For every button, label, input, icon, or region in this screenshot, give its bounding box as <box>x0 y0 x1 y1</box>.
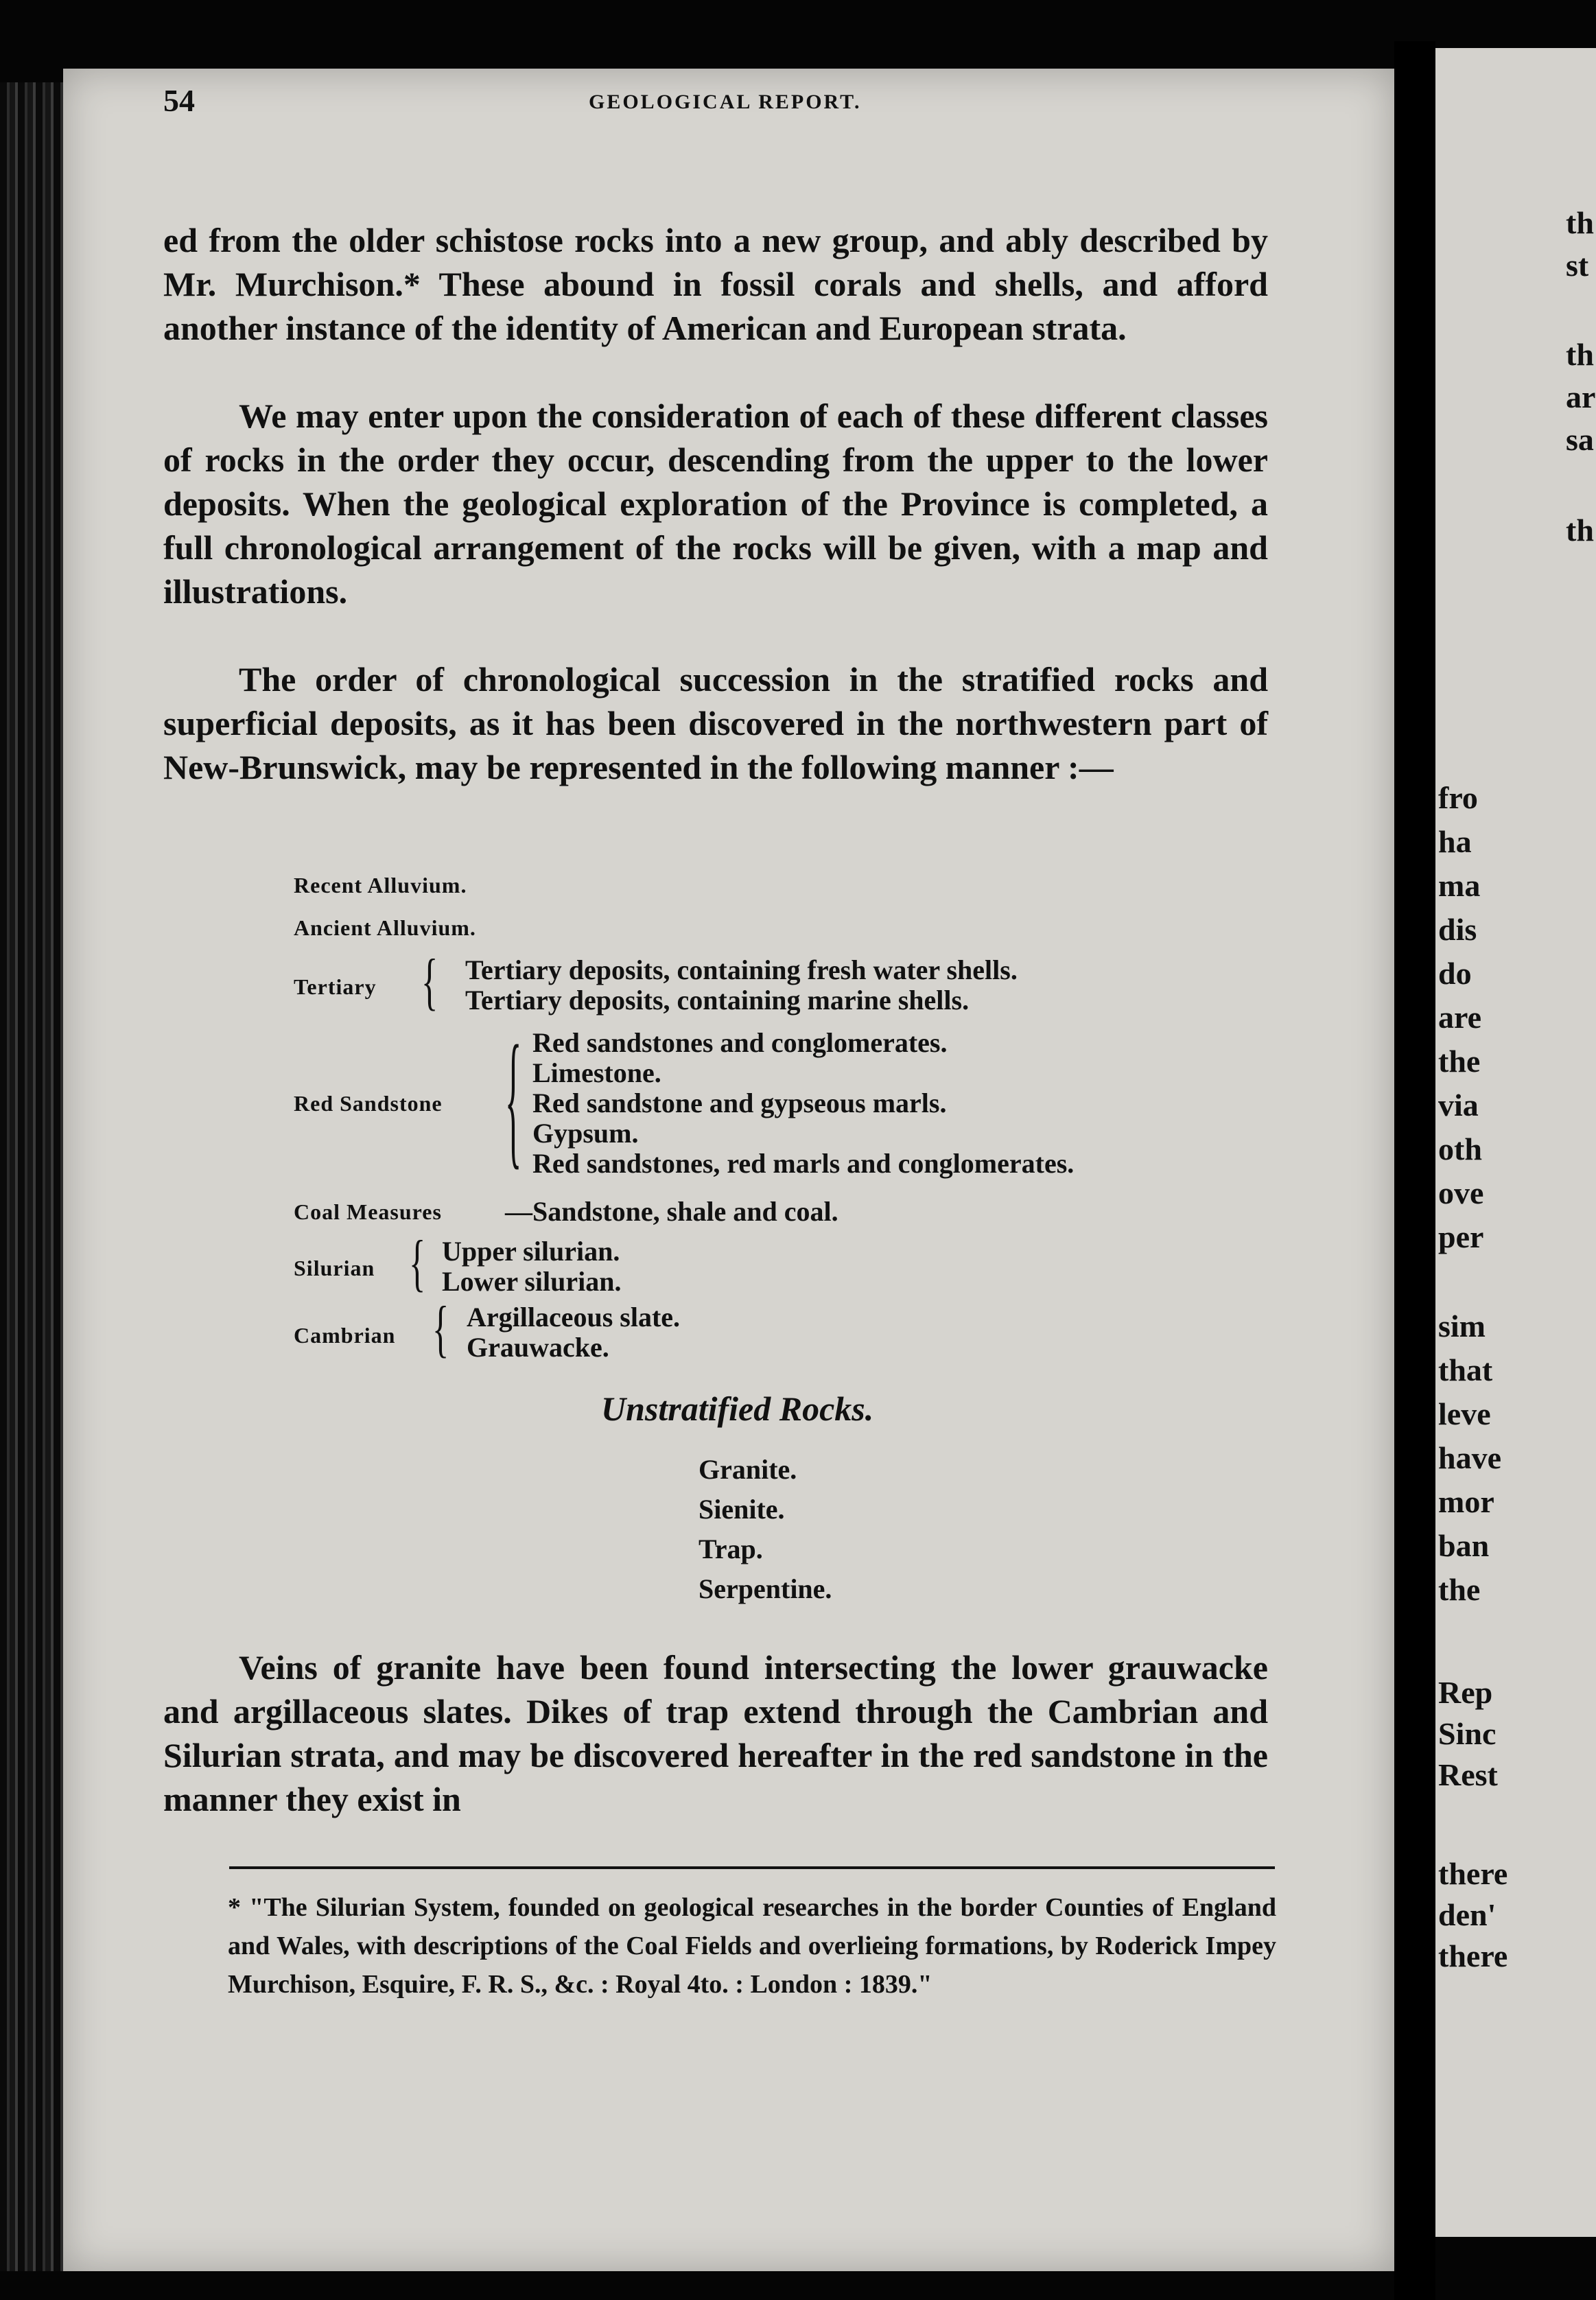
facing-fragment: Sinc <box>1438 1716 1497 1751</box>
silurian-brace: { <box>409 1228 426 1298</box>
facing-fragment: oth <box>1438 1131 1482 1166</box>
red-sandstone-label: Red Sandstone <box>294 1091 443 1116</box>
footnote-rule <box>229 1866 1275 1869</box>
facing-fragment: fro <box>1438 780 1478 815</box>
facing-fragment: ma <box>1438 868 1481 903</box>
unstratified-item: Serpentine. <box>699 1573 832 1604</box>
facing-fragment: ove <box>1438 1175 1484 1210</box>
cambrian-label: Cambrian <box>294 1323 396 1348</box>
facing-fragment: th <box>1566 513 1594 548</box>
red-sandstone-item: Red sandstone and gypseous marls. <box>532 1088 947 1118</box>
red-sandstone-brace: { <box>505 1014 522 1182</box>
paragraph-4: Veins of granite have been found intersecting the lower grauwacke and argillaceous slates. Dikes of trap extend through the Cambrian and Silurian strata, and may be discovered hereafter in the red sandstone in the manner they exist in <box>163 1648 1268 1818</box>
paragraph-1: ed from the older schistose rocks into a new group, and ably described by Mr. Murchison.* These abound in fossil corals and shells, and afford another instance of the identity of American and European strata. <box>163 221 1268 347</box>
facing-fragment: are <box>1438 1000 1482 1035</box>
cambrian-item: Grauwacke. <box>467 1332 609 1363</box>
facing-fragment: do <box>1438 956 1472 991</box>
facing-fragment: sim <box>1438 1309 1486 1343</box>
facing-page <box>1435 48 1596 2237</box>
facing-fragment: leve <box>1438 1396 1491 1431</box>
facing-fragment: sa <box>1566 422 1594 457</box>
recent-alluvium: Recent Alluvium. <box>294 873 467 897</box>
unstratified-heading: Unstratified Rocks. <box>601 1389 874 1428</box>
page-gutter <box>1394 41 1435 2300</box>
facing-fragment: via <box>1438 1088 1479 1123</box>
running-head: GEOLOGICAL REPORT. <box>589 91 862 113</box>
facing-fragment: ar <box>1566 379 1596 414</box>
red-sandstone-item: Red sandstones and conglomerates. <box>532 1027 948 1058</box>
silurian-item: Lower silurian. <box>442 1266 622 1297</box>
facing-fragment: st <box>1566 248 1589 283</box>
tertiary-label: Tertiary <box>294 974 377 999</box>
facing-fragment: Rest <box>1438 1757 1498 1792</box>
facing-fragment: ha <box>1438 824 1472 859</box>
facing-fragment: th <box>1566 337 1594 372</box>
silurian-label: Silurian <box>294 1256 375 1280</box>
facing-fragment: dis <box>1438 912 1477 947</box>
coal-measures-label: Coal Measures <box>294 1199 442 1224</box>
facing-fragment: have <box>1438 1440 1501 1475</box>
cambrian-item: Argillaceous slate. <box>467 1302 681 1333</box>
page-number: 54 <box>163 83 195 118</box>
facing-fragment: the <box>1438 1572 1481 1607</box>
cambrian-brace: { <box>432 1293 449 1363</box>
facing-fragment: th <box>1566 205 1594 240</box>
book-spine <box>0 82 63 2271</box>
tertiary-item: Tertiary deposits, containing fresh water shells. <box>465 954 1018 985</box>
facing-fragment: den' <box>1438 1897 1497 1932</box>
red-sandstone-item: Gypsum. <box>532 1118 639 1149</box>
paragraph-2: We may enter upon the consideration of each of these different classes of rocks in the order they occur, descending from the upper to the lower deposits. When the geological exploration of the Province is completed, a full chronological arrangement of the rocks will be given, with a map and illustrations. <box>163 397 1268 611</box>
tertiary-item: Tertiary deposits, containing marine shells. <box>465 985 970 1016</box>
facing-fragment: the <box>1438 1044 1481 1079</box>
facing-fragment: mor <box>1438 1484 1494 1519</box>
page-header <box>163 82 1275 121</box>
red-sandstone-item: Red sandstones, red marls and conglomerates. <box>532 1148 1075 1179</box>
tertiary-brace: { <box>421 946 438 1016</box>
facing-fragment: there <box>1438 1856 1508 1891</box>
facing-fragment: Rep <box>1438 1675 1493 1710</box>
unstratified-item: Granite. <box>699 1454 797 1485</box>
footnote: * "The Silurian System, founded on geological researches in the border Counties of England and Wales, with descriptions of the Coal Fields and overlieing formations, by Roderick Impey Murchison, Esquire, F. R. S., &c. : Royal 4to. : London : 1839." <box>228 1893 1276 1999</box>
facing-fragment: ban <box>1438 1528 1490 1563</box>
ancient-alluvium: Ancient Alluvium. <box>294 915 476 940</box>
red-sandstone-item: Limestone. <box>532 1057 661 1088</box>
coal-measures-text: —Sandstone, shale and coal. <box>505 1196 838 1227</box>
facing-fragment: that <box>1438 1352 1493 1387</box>
paragraph-3: The order of chronological succession in the stratified rocks and superficial deposits, as it has been discovered in the northwestern part of New-Brunswick, may be represented in the following manner :— <box>163 660 1268 786</box>
unstratified-item: Sienite. <box>699 1494 785 1525</box>
facing-fragment: per <box>1438 1219 1484 1254</box>
facing-fragment: there <box>1438 1938 1508 1973</box>
unstratified-item: Trap. <box>699 1534 763 1564</box>
silurian-item: Upper silurian. <box>442 1236 620 1267</box>
